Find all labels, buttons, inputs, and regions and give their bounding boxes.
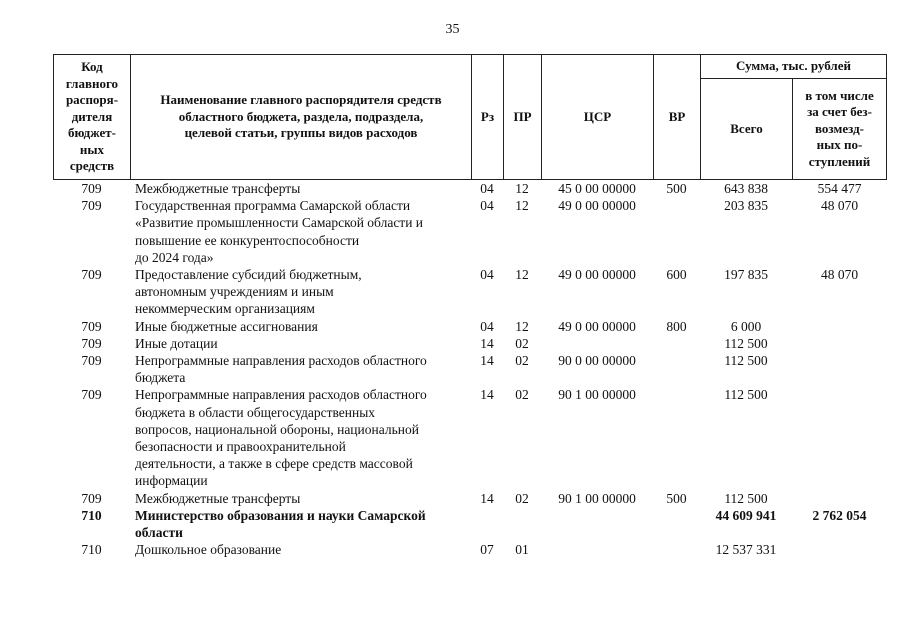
cell-pr: 02 <box>515 335 529 351</box>
header-rz: Рз <box>471 54 503 180</box>
cell-name-line: бюджета <box>135 370 186 386</box>
cell-code: 709 <box>81 318 102 334</box>
cell-csr: 49 0 00 00000 <box>558 318 636 334</box>
cell-name-line: Межбюджетные трансферты <box>135 490 301 506</box>
cell-rz: 07 <box>480 542 494 558</box>
header-code-line: распоря- <box>65 92 119 108</box>
cell-free: 554 477 <box>817 181 862 196</box>
cell-code: 710 <box>81 507 102 523</box>
cell-name-line: Непрограммные направления расходов областного <box>135 353 427 369</box>
cell-free: 2 762 054 <box>812 507 867 523</box>
table-row <box>53 266 887 318</box>
cell-code: 709 <box>81 198 102 214</box>
cell-code: 709 <box>81 181 102 196</box>
table-row <box>53 352 887 386</box>
cell-vr: 600 <box>666 267 687 283</box>
cell-name <box>135 180 475 197</box>
cell-name-line: Непрограммные направления расходов областного <box>135 387 427 403</box>
cell-rz: 14 <box>480 490 494 506</box>
header-name-line: областного бюджета, раздела, подраздела, <box>178 108 424 124</box>
cell-total: 112 500 <box>724 490 768 506</box>
header-vr: ВР <box>653 54 700 180</box>
cell-pr: 02 <box>515 353 529 369</box>
cell-rz: 04 <box>480 318 494 334</box>
cell-total: 112 500 <box>724 387 768 403</box>
header-csr: ЦСР <box>541 54 653 180</box>
cell-name-line: повышение ее конкурентоспособности <box>135 232 360 248</box>
header-total: Всего <box>700 78 792 180</box>
cell-total: 203 835 <box>724 198 768 214</box>
cell-free: 48 070 <box>820 198 859 214</box>
header-free <box>792 78 887 180</box>
cell-name-line: Министерство образования и науки Самарской <box>135 507 426 523</box>
cell-name <box>135 352 475 386</box>
cell-code: 710 <box>81 542 102 558</box>
cell-name <box>135 541 475 558</box>
cell-pr: 02 <box>515 387 529 403</box>
table-body <box>53 180 887 558</box>
header-code-line: главного <box>65 75 119 91</box>
cell-name-line: бюджета в области общегосударственных <box>135 404 376 420</box>
cell-rz: 14 <box>480 353 494 369</box>
header-pr: ПР <box>503 54 541 180</box>
cell-rz: 14 <box>480 335 494 351</box>
header-code-line: ных <box>79 141 105 157</box>
cell-pr: 12 <box>515 181 529 196</box>
cell-name-line: области <box>135 525 183 541</box>
cell-name-line: безопасности и правоохранительной <box>135 439 346 455</box>
header-name <box>130 54 471 180</box>
table-row <box>53 490 887 507</box>
cell-pr: 12 <box>515 318 529 334</box>
cell-rz: 04 <box>480 198 494 214</box>
page-number: 35 <box>445 22 460 37</box>
cell-name-line: Иные дотации <box>135 335 218 351</box>
header-name-line: целевой статьи, группы видов расходов <box>184 125 418 141</box>
cell-name-line: деятельности, а также в сфере средств массовой <box>135 456 413 472</box>
cell-name-line: автономным учреждениям и иным <box>135 284 334 300</box>
cell-name <box>135 266 475 318</box>
cell-total: 197 835 <box>724 267 768 283</box>
header-free-line: за счет без- <box>807 104 872 120</box>
cell-name <box>135 197 475 266</box>
cell-csr: 49 0 00 00000 <box>558 267 636 283</box>
cell-name-line: до 2024 года» <box>135 249 214 265</box>
header-free-line: в том числе <box>805 87 874 103</box>
header-code-line: бюджет- <box>67 125 116 141</box>
cell-total: 643 838 <box>724 181 768 196</box>
header-free-line: ступлений <box>808 153 871 169</box>
cell-rz: 14 <box>480 387 494 403</box>
cell-csr: 49 0 00 00000 <box>558 198 636 214</box>
cell-csr: 90 1 00 00000 <box>558 490 636 506</box>
cell-name-line: информации <box>135 473 208 489</box>
cell-name-line: Предоставление субсидий бюджетным, <box>135 267 362 283</box>
header-code-line: дителя <box>71 108 113 124</box>
cell-vr: 500 <box>666 490 687 506</box>
cell-csr: 90 1 00 00000 <box>558 387 636 403</box>
cell-total: 6 000 <box>730 318 762 334</box>
header-code-line: Код <box>81 59 103 75</box>
table-row <box>53 507 887 541</box>
cell-pr: 12 <box>515 267 529 283</box>
cell-name <box>135 490 475 507</box>
cell-code: 709 <box>81 490 102 506</box>
cell-total: 44 609 941 <box>715 507 777 523</box>
table-row <box>53 180 887 197</box>
header-name-line: Наименование главного распорядителя средств <box>160 92 442 108</box>
cell-name-line: вопросов, национальной обороны, национальной <box>135 421 419 437</box>
cell-name-line: «Развитие промышленности Самарской области и <box>135 215 424 231</box>
cell-rz: 04 <box>480 181 494 196</box>
cell-name <box>135 318 475 335</box>
cell-total: 112 500 <box>724 353 768 369</box>
cell-name <box>135 386 475 489</box>
cell-total: 12 537 331 <box>715 542 777 558</box>
header-free-line: ных по- <box>816 137 863 153</box>
cell-total: 112 500 <box>724 335 768 351</box>
cell-code: 709 <box>81 335 102 351</box>
cell-name-line: некоммерческим организациям <box>135 301 315 317</box>
header-free-line: возмезд- <box>815 120 864 136</box>
cell-csr: 90 0 00 00000 <box>558 353 636 369</box>
cell-code: 709 <box>81 353 102 369</box>
cell-name-line: Государственная программа Самарской области <box>135 198 411 214</box>
cell-name-line: Иные бюджетные ассигнования <box>135 318 318 334</box>
cell-pr: 12 <box>515 198 529 214</box>
cell-code: 709 <box>81 387 102 403</box>
cell-pr: 01 <box>515 542 529 558</box>
header-sum: Сумма, тыс. рублей <box>700 54 887 78</box>
table-row <box>53 541 887 558</box>
cell-name <box>135 335 475 352</box>
table-row <box>53 386 887 489</box>
cell-name-line: Дошкольное образование <box>135 542 282 558</box>
cell-pr: 02 <box>515 490 529 506</box>
cell-name <box>135 507 475 541</box>
cell-csr: 45 0 00 00000 <box>558 181 636 196</box>
cell-name-line: Межбюджетные трансферты <box>135 181 301 196</box>
cell-vr: 500 <box>666 181 687 196</box>
header-code <box>53 54 130 180</box>
cell-rz: 04 <box>480 267 494 283</box>
cell-code: 709 <box>81 267 102 283</box>
header-code-line: средств <box>69 158 115 174</box>
table-row <box>53 197 887 266</box>
table-header <box>53 54 887 180</box>
table-row <box>53 318 887 335</box>
cell-vr: 800 <box>666 318 687 334</box>
table-row <box>53 335 887 352</box>
cell-free: 48 070 <box>820 267 859 283</box>
